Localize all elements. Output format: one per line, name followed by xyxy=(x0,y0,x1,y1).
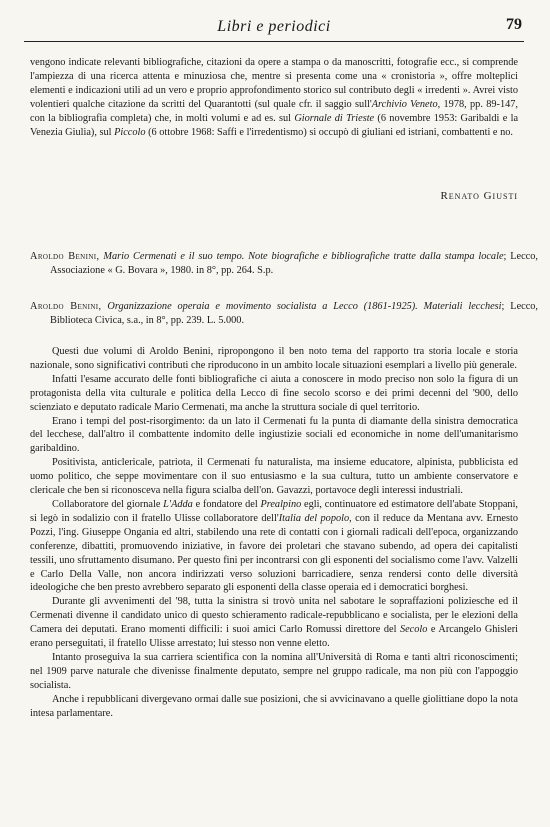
ref-details: ; Lecco, Biblioteca Civica, s.a., in 8°, pp. 239. L. 5.000. xyxy=(50,301,538,326)
paragraph xyxy=(30,595,518,651)
ref-author: Aroldo Benini, xyxy=(30,301,102,312)
continuation-paragraph xyxy=(30,56,518,139)
text-span: e fondatore del xyxy=(192,498,261,510)
paragraph: Anche i repubblicani divergevano ormai dalle sue posizioni, che si avvicinavano a quelle giolittiane dopo la nota intesa parlamentare. xyxy=(30,693,518,719)
text-span: Collaboratore del giornale xyxy=(52,498,164,510)
paragraph: Erano i tempi del post-risorgimento: da un lato il Cermenati fu la punta di diamante della sinistra democratica del lecchese, dall'altro il combattente indomito delle ingiustizie sociali ed economiche in nome dell'umanitarismo garibaldino. xyxy=(30,415,518,455)
newspaper-title: Prealpino xyxy=(260,498,302,510)
text-span: egli, continuatore ed estimatore dell'abate Stoppani, si legò in sodalizio con il fratello Ulisse collaboratore dell' xyxy=(30,498,519,524)
running-head xyxy=(24,14,524,42)
running-title: Libri e periodici xyxy=(217,18,331,35)
page-number: 79 xyxy=(506,16,522,33)
ref-details: ; Lecco, Associazione « G. Bovara », 1980. in 8°, pp. 264. S.p. xyxy=(50,251,538,276)
text-span: (6 novembre 1953: Garibaldi e la Venezia Giulia), sul xyxy=(30,112,519,138)
header-rule xyxy=(24,41,524,42)
review-body xyxy=(30,345,518,720)
newspaper-title: Secolo xyxy=(399,624,428,636)
paragraph xyxy=(30,56,518,139)
ref-title: Organizzazione operaia e movimento socialista a Lecco (1861-1925). Materiali lecchesi xyxy=(107,301,502,312)
newspaper-title: L'Adda xyxy=(163,498,193,510)
text-span: Durante gli avvenimenti del '98, tutta la sinistra si trovò unita nel sabotare le sopraffazioni poliziesche ed il Cermenati divenne il candidato unico di questo schieramento radicale-repubblicano e socialista, per le elezioni della Camera dei deputati. Erano momenti difficili: i suoi amici Carlo Romussi direttore del xyxy=(30,596,518,636)
journal-title: Piccolo xyxy=(114,126,146,138)
text-span: , 1978, pp. 89-147, con la bibliografia completa) che, in molti volumi e ad es. sul xyxy=(30,98,518,124)
review-signature: Renato Giusti xyxy=(440,190,518,202)
journal-title: Giornale di Trieste xyxy=(294,112,375,124)
journal-title: Archivio Veneto xyxy=(371,98,438,110)
ref-title: Mario Cermenati e il suo tempo. Note biografiche e bibliografiche tratte dalla stampa locale xyxy=(103,251,504,262)
paragraph: Intanto proseguiva la sua carriera scientifica con la nomina all'Università di Roma e tanti altri riconoscimenti; nel 1909 parve naturale che divenisse finalmente deputato, sempre nel gruppo radicale, ma non più con l'appoggio socialista. xyxy=(30,651,518,691)
newspaper-title: Italia del popolo xyxy=(278,512,350,524)
bibliographic-reference xyxy=(30,300,538,328)
text-span: vengono indicate relevanti bibliografiche, citazioni da opere a stampa o da manoscritti, fotografie ecc., si comprende l'ampiezza di una ricerca attenta e minuziosa che, mentre si presenta come una « cronistoria », offre molteplici elementi e indicazioni utili ad un vero e proprio approfondimento storico sul contributo degli « irredenti ». Avrei visto volentieri qualche citazione da scritti del Quarantotti (sul quale cfr. il saggio sull' xyxy=(30,57,518,110)
paragraph: Questi due volumi di Aroldo Benini, ripropongono il ben noto tema del rapporto tra storia locale e storia nazionale, sono significativi contributi che riproducono in un ambito locale situazioni esemplari a livello più generale. xyxy=(30,346,518,371)
bibliographic-reference xyxy=(30,250,538,278)
text-span: (6 ottobre 1968: Saffi e l'irredentismo) si occupò di giuliani ed istriani, combattenti e no. xyxy=(145,126,513,138)
paragraph: Positivista, anticlericale, patriota, il Cermenati fu naturalista, ma insieme educatore, alpinista, pubblicista ed uomo politico, che seppe movimentare con il suo entusiasmo e la sua cultura, tutto un ambiente conservatore e clericale che ben si riconosceva nella figura scialba dell'on. Gavazzi, portavoce degli interessi industriali. xyxy=(30,457,518,497)
text-span: e Arcangelo Ghisleri erano perseguitati, il fratello Ulisse arrestato; lui stesso non venne eletto. xyxy=(30,624,518,650)
paragraph xyxy=(30,498,518,595)
ref-author: Aroldo Benini, xyxy=(30,251,100,262)
text-span: , con il reduce da Mentana avv. Ernesto Pozzi, l'ing. Giuseppe Ongania ed altri, stabilendo una rete di contatti con i giornali radicali dell'epoca, organizzando conferenze, dibattiti, promuovendo iniziative, in favore dei proletari che stavano subendo, ad opera dei capitalisti tessili, uno sfruttamento disumano. Per questo fini per incontrarsi con gli esponenti del socialismo come l'avv. Valzelli e Carlo Della Valle, non ancora indirizzati verso soluzioni barricadiere, senza rendersi conto delle diversità ideologiche che ben presto avrebbero separato gli esponenti della classe operaia ed i democratici borghesi. xyxy=(30,512,519,594)
paragraph: Infatti l'esame accurato delle fonti bibliografiche ci aiuta a conoscere in modo preciso non solo la figura di un protagonista della vita culturale e politica della Lecco di fine secolo scorso e dei primi decenni del '900, dello scienziato e deputato radicale Mario Cermenati, ma anche la struttura sociale di quel territorio. xyxy=(30,373,518,413)
